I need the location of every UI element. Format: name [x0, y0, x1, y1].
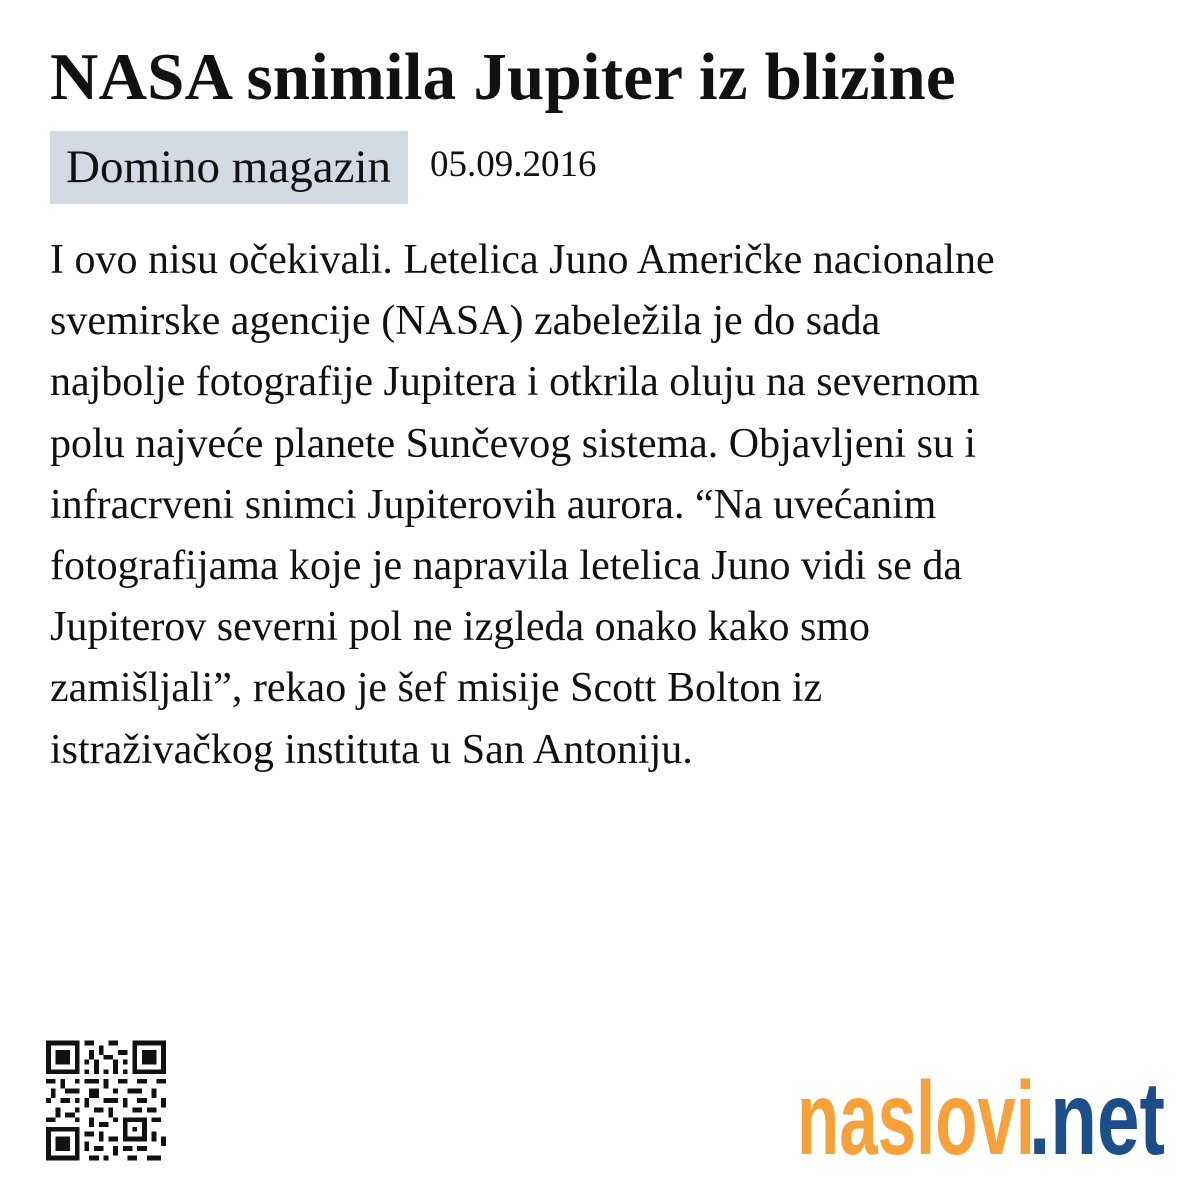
body-line: istraživačkog instituta u San Antoniju. — [50, 726, 693, 773]
body-line: infracrveni snimci Jupiterovih aurora. “Na uvećanim — [50, 481, 937, 528]
article-meta — [50, 131, 597, 204]
body-line: zamišljali”, rekao je šef misije Scott Bolton iz — [50, 665, 823, 712]
logo-text-naslovi: naslovi — [797, 1064, 1035, 1168]
body-line: polu najveće planete Sunčevog sistema. Objavljeni su i — [50, 420, 977, 467]
body-line: I ovo nisu očekivali. Letelica Juno Američke nacionalne — [50, 237, 995, 283]
article-headline: NASA snimila Jupiter iz blizine — [50, 40, 956, 114]
body-line: fotografijama koje je napravila letelica Juno vidi se da — [50, 543, 962, 590]
publication-date: 05.09.2016 — [430, 144, 597, 185]
source-badge[interactable]: Domino magazin — [50, 131, 408, 204]
body-line: Jupiterov severni pol ne izgleda onako kako smo — [50, 604, 870, 651]
body-line: najbolje fotografije Jupitera i otkrila oluju na severnom — [50, 359, 980, 406]
logo-text-net: .net — [1029, 1064, 1165, 1168]
body-line: svemirske agencije (NASA) zabeležila je do sada — [50, 298, 881, 345]
article-body — [50, 230, 1160, 781]
naslovi-net-logo[interactable] — [797, 1064, 1167, 1168]
qr-code-icon[interactable] — [46, 1037, 166, 1164]
